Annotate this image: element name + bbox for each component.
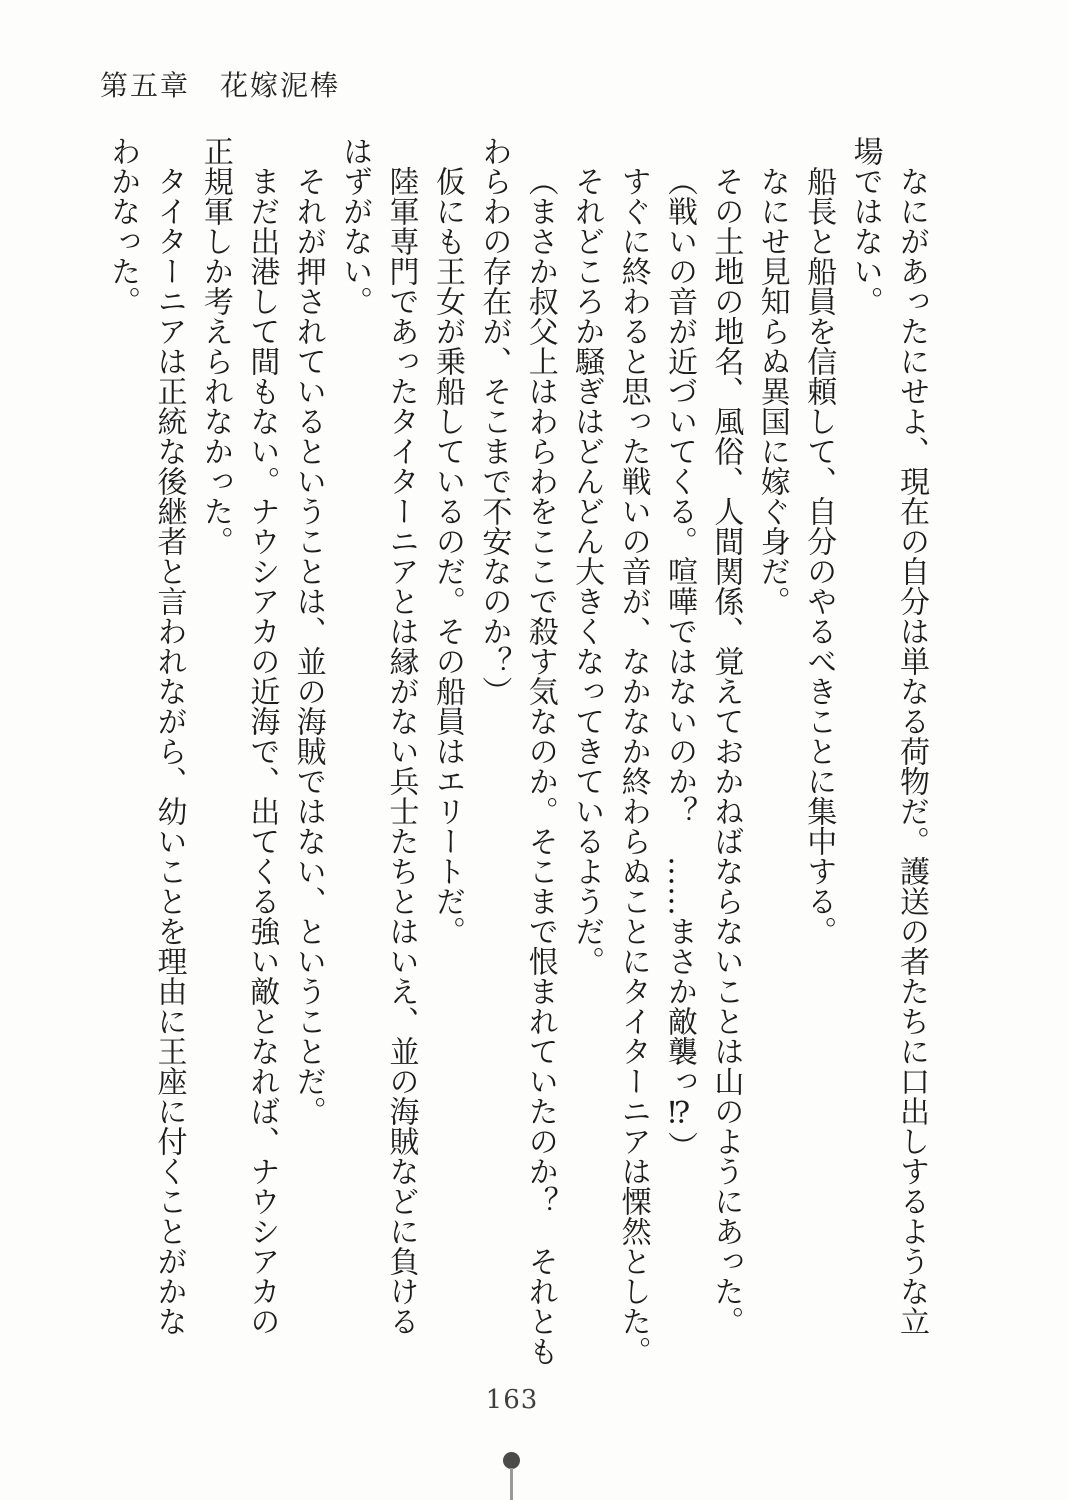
page-number: 163 [485, 1385, 539, 1415]
text-line: 船長と船員を信頼して、自分のやるべきことに集中する。 [801, 166, 837, 946]
text-line: 場ではない。 [847, 136, 883, 316]
text-line: すぐに終わると思った戦いの音が、なかなか終わらぬことにタイターニアは慄然とした。 [615, 166, 651, 1366]
footer-ornament-dot-icon [503, 1452, 520, 1469]
text-line: まだ出港して間もない。ナウシアカの近海で、出てくる強い敵となれば、ナウシアカの [244, 166, 280, 1336]
body-text [98, 136, 934, 1376]
text-line: それが押されているということは、並の海賊ではない、ということだ。 [290, 166, 326, 1126]
text-line: （戦いの音が近づいてくる。喧嘩ではないのか？ ……まさか敵襲っ⁉） [661, 166, 697, 1161]
chapter-header: 第五章 花嫁泥棒 [100, 69, 341, 102]
text-line: （まさか叔父上はわらわをここで殺す気なのか。そこまで恨まれていたのか？ それとも [522, 166, 558, 1366]
text-line: わらわの存在が、そこまで不安なのか？） [476, 136, 512, 706]
text-line: 正規軍しか考えられなかった。 [197, 136, 233, 556]
text-line: それどころか騒ぎはどんどん大きくなってきているようだ。 [569, 166, 605, 976]
text-line: わかなった。 [105, 136, 141, 316]
text-line: 仮にも王女が乗船しているのだ。その船員はエリートだ。 [429, 166, 465, 946]
text-line: その土地の地名、風俗、人間関係、覚えておかねばならないことは山のようにあった。 [708, 166, 744, 1336]
text-line: 陸軍専門であったタイターニアとは縁がない兵士たちとはいえ、並の海賊などに負ける [383, 166, 419, 1336]
text-line: なにがあったにせよ、現在の自分は単なる荷物だ。護送の者たちに口出しするような立 [894, 166, 929, 1336]
text-line: タイターニアは正統な後継者と言われながら、幼いことを理由に王座に付くことがかな [151, 166, 187, 1336]
text-line: なにせ見知らぬ異国に嫁ぐ身だ。 [754, 166, 790, 616]
text-line: はずがない。 [337, 136, 373, 316]
footer-ornament-line [510, 1468, 513, 1500]
